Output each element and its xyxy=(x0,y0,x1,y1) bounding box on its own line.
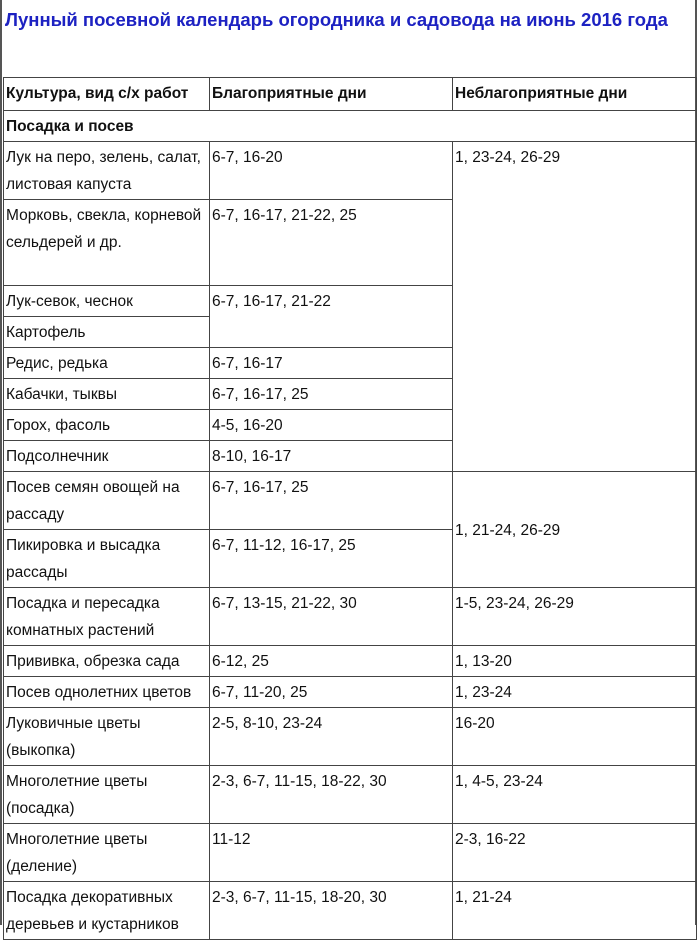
crop-cell: Горох, фасоль xyxy=(4,410,210,441)
header-favorable: Благоприятные дни xyxy=(210,78,453,111)
unfavorable-cell: 1, 23-24 xyxy=(453,677,697,708)
crop-cell: Картофель xyxy=(4,317,210,348)
unfavorable-cell: 16-20 xyxy=(453,708,697,766)
crop-cell: Многолетние цветы (посадка) xyxy=(4,766,210,824)
unfavorable-cell: 1, 21-24 xyxy=(453,882,697,940)
lunar-calendar-table xyxy=(3,77,697,940)
favorable-cell: 6-7, 11-12, 16-17, 25 xyxy=(210,530,453,588)
crop-cell: Посев однолетних цветов xyxy=(4,677,210,708)
favorable-cell: 6-7, 16-17, 21-22, 25 xyxy=(210,200,453,286)
table-row xyxy=(4,472,697,530)
favorable-cell: 11-12 xyxy=(210,824,453,882)
table-row xyxy=(4,824,697,882)
crop-cell: Посадка и пересадка комнатных растений xyxy=(4,588,210,646)
crop-cell: Лук на перо, зелень, салат, листовая капуста xyxy=(4,142,210,200)
crop-cell: Прививка, обрезка сада xyxy=(4,646,210,677)
table-row xyxy=(4,708,697,766)
favorable-cell: 6-7, 13-15, 21-22, 30 xyxy=(210,588,453,646)
favorable-cell: 6-7, 16-17, 25 xyxy=(210,379,453,410)
unfavorable-cell: 1-5, 23-24, 26-29 xyxy=(453,588,697,646)
favorable-cell: 2-3, 6-7, 11-15, 18-22, 30 xyxy=(210,766,453,824)
favorable-cell: 2-5, 8-10, 23-24 xyxy=(210,708,453,766)
favorable-cell: 6-7, 11-20, 25 xyxy=(210,677,453,708)
unfavorable-cell-merged-1: 1, 23-24, 26-29 xyxy=(453,142,697,472)
crop-cell: Подсолнечник xyxy=(4,441,210,472)
header-unfavorable: Неблагоприятные дни xyxy=(453,78,697,111)
crop-cell: Лук-севок, чеснок xyxy=(4,286,210,317)
crop-cell: Кабачки, тыквы xyxy=(4,379,210,410)
crop-cell: Посадка декоративных деревьев и кустарников xyxy=(4,882,210,940)
crop-cell: Посев семян овощей на рассаду xyxy=(4,472,210,530)
favorable-cell: 8-10, 16-17 xyxy=(210,441,453,472)
section-title: Посадка и посев xyxy=(4,111,697,142)
table-row xyxy=(4,646,697,677)
header-crop: Культура, вид с/х работ xyxy=(4,78,210,111)
favorable-cell: 6-7, 16-17 xyxy=(210,348,453,379)
unfavorable-cell: 1, 4-5, 23-24 xyxy=(453,766,697,824)
favorable-cell: 2-3, 6-7, 11-15, 18-20, 30 xyxy=(210,882,453,940)
favorable-cell: 6-12, 25 xyxy=(210,646,453,677)
page-title: Лунный посевной календарь огородника и садовода на июнь 2016 года xyxy=(5,9,668,30)
favorable-cell: 6-7, 16-17, 25 xyxy=(210,472,453,530)
favorable-cell: 4-5, 16-20 xyxy=(210,410,453,441)
unfavorable-cell: 1, 13-20 xyxy=(453,646,697,677)
section-row xyxy=(4,111,697,142)
crop-cell: Многолетние цветы (деление) xyxy=(4,824,210,882)
header-row xyxy=(4,78,697,111)
crop-cell: Морковь, свекла, корневой сельдерей и др. xyxy=(4,200,210,286)
table-row xyxy=(4,588,697,646)
crop-cell: Луковичные цветы (выкопка) xyxy=(4,708,210,766)
table-row xyxy=(4,677,697,708)
unfavorable-cell: 2-3, 16-22 xyxy=(453,824,697,882)
table-row xyxy=(4,766,697,824)
table-row xyxy=(4,142,697,200)
crop-cell: Пикировка и высадка рассады xyxy=(4,530,210,588)
table-row xyxy=(4,882,697,940)
crop-cell: Редис, редька xyxy=(4,348,210,379)
unfavorable-cell-merged-2: 1, 21-24, 26-29 xyxy=(453,472,697,588)
favorable-cell: 6-7, 16-20 xyxy=(210,142,453,200)
favorable-cell: 6-7, 16-17, 21-22 xyxy=(210,286,453,348)
